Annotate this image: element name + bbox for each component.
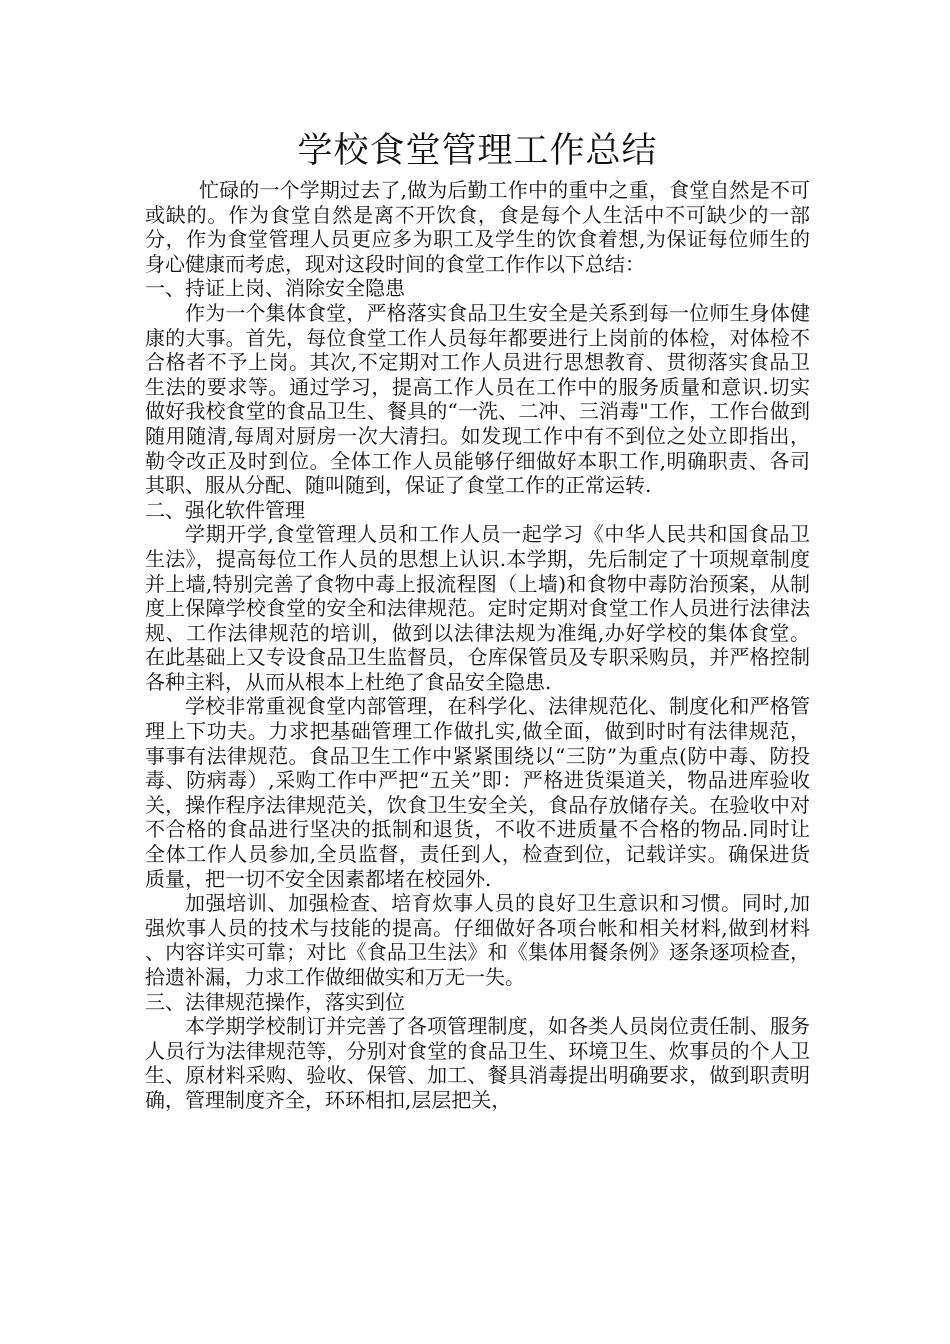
document-body: [145, 178, 810, 1113]
section-3-paragraph-1: 本学期学校制订并完善了各项管理制度，如各类人员岗位责任制、服务人员行为法律规范等，分别对食堂的食品卫生、环境卫生、炊事员的个人卫生、原材料采购、验收、保管、加工、餐具消毒提出明确要求，做到职责明确，管理制度齐全，环环相扣,层层把关，: [145, 1014, 810, 1112]
document-title: 学校食堂管理工作总结: [297, 131, 658, 171]
intro-paragraph: 忙碌的一个学期过去了,做为后勤工作中的重中之重，食堂自然是不可或缺的。作为食堂自然是离不开饮食，食是每个人生活中不可缺少的一部分，作为食堂管理人员更应多为职工及学生的饮食着想,为保证每位师生的身心健康而考虑，现对这段时间的食堂工作作以下总结：: [145, 178, 810, 276]
section-heading-3: 三、法律规范操作，落实到位: [145, 989, 405, 1014]
document-content: [145, 126, 810, 1113]
section-heading-2: 二、强化软件管理: [145, 497, 305, 522]
section-heading-1: 一、持证上岗、消除安全隐患: [145, 276, 405, 301]
section-2-paragraph-1: 学期开学,食堂管理人员和工作人员一起学习《中华人民共和国食品卫生法》，提高每位工作人员的思想上认识.本学期，先后制定了十项规章制度并上墙,特别完善了食物中毒上报流程图（上墙)和食物中毒防治预案，从制度上保障学校食堂的安全和法律规范。定时定期对食堂工作人员进行法律法规、工作法律规范的培训，做到以法律法规为准绳,办好学校的集体食堂。在此基础上又专设食品卫生监督员，仓库保管员及专职采购员，并严格控制各种主料，从而从根本上杜绝了食品安全隐患.: [145, 522, 810, 694]
section-1-paragraph-1: 作为一个集体食堂，严格落实食品卫生安全是关系到每一位师生身体健康的大事。首先，每位食堂工作人员每年都要进行上岗前的体检，对体检不合格者不予上岗。其次,不定期对工作人员进行思想教育、贯彻落实食品卫生法的要求等。通过学习，提高工作人员在工作中的服务质量和意识.切实做好我校食堂的食品卫生、餐具的“一洗、二冲、三消毒"工作，工作台做到随用随清,每周对厨房一次大清扫。如发现工作中有不到位之处立即指出，勒令改正及时到位。全体工作人员能够仔细做好本职工作,明确职责、各司其职、服从分配、随叫随到，保证了食堂工作的正常运转.: [145, 300, 810, 498]
section-2-paragraph-3: 加强培训、加强检查、培育炊事人员的良好卫生意识和习惯。同时,加强炊事人员的技术与技能的提高。仔细做好各项台帐和相关材料,做到材料 、内容详实可靠；对比《食品卫生法》和《集体用餐条例》逐条逐项检查，拾遗补漏，力求工作做细做实和万无一失。: [145, 891, 810, 989]
section-2-paragraph-2: 学校非常重视食堂内部管理，在科学化、法律规范化、制度化和严格管理上下功夫。力求把基础管理工作做扎实,做全面，做到时时有法律规范，事事有法律规范。食品卫生工作中紧紧围绕以“三防”为重点(防中毒、防投毒、防病毒）,采购工作中严把“五关”即：严格进货渠道关，物品进库验收关，操作程序法律规范关，饮食卫生安全关，食品存放储存关。在验收中对不合格的食品进行坚决的抵制和退货，不收不进质量不合格的物品.同时让全体工作人员参加,全员监督，责任到人，检查到位，记载详实。确保进货质量，把一切不安全因素都堵在校园外.: [145, 694, 810, 891]
